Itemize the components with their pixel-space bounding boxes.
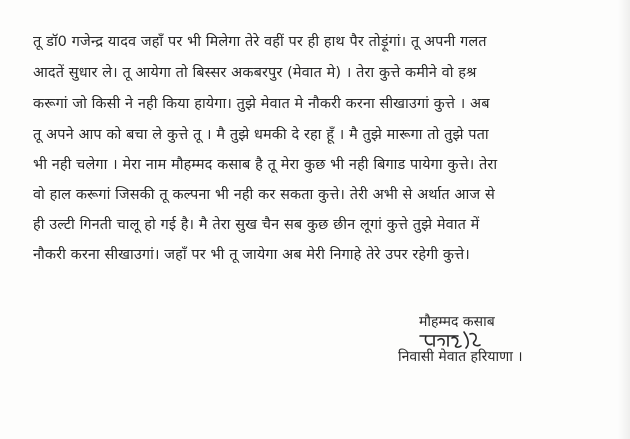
letter-line-6: वो हाल करूगां जिसकी तू कल्पना भी नही कर सकता कुत्ते। तेरी अभी से अर्थात आज से [33,187,495,203]
letter-line-4: तू अपने आप को बचा ले कुत्ते तू । मै तुझे धमकी दे रहा हूँ । मै तुझे मारूगा तो तुझे पता [33,127,489,143]
letter-line-2: आदतें सुधार ले। तू आयेगा तो बिस्सर अकबरपुर (मेवात मे) । तेरा कुत्ते कमीने वो हश्र [33,65,477,81]
handwritten-signature [418,328,484,350]
letter-line-5: भी नही चलेगा । मेरा नाम मौहम्मद कसाब है तू मेरा कुछ भी नही बिगाड पायेगा कुत्ते। तेरा [33,157,498,173]
signature-name: मौहम्मद कसाब [419,314,495,330]
letter-line-3: करूगां जो किसी ने नही किया हायेगा। तुझे मेवात मे नौकरी करना सीखाउगां कुत्ते । अब [33,96,490,112]
letter-line-7: ही उल्टी गिनती चालू हो गई है। मै तेरा सुख चैन सब कुछ छीन लूगां कुत्ते तुझे मेवात में [33,217,480,233]
signature-address: निवासी मेवात हरियाणा । [398,349,523,365]
letter-line-8: नौकरी करना सीखाउगां। जहॉं पर भी तू जायेगा अब मेरी निगाहे तेरे उपर रहेगी कुत्ते। [33,247,470,263]
page-edge-shadow [618,0,630,439]
letter-line-1: तू डॉ0 गजेन्द्र यादव जहॉं पर भी मिलेगा तेरे वहीं पर ही हाथ पैर तोड़ूंगां। तू अपनी गलत [33,34,487,50]
